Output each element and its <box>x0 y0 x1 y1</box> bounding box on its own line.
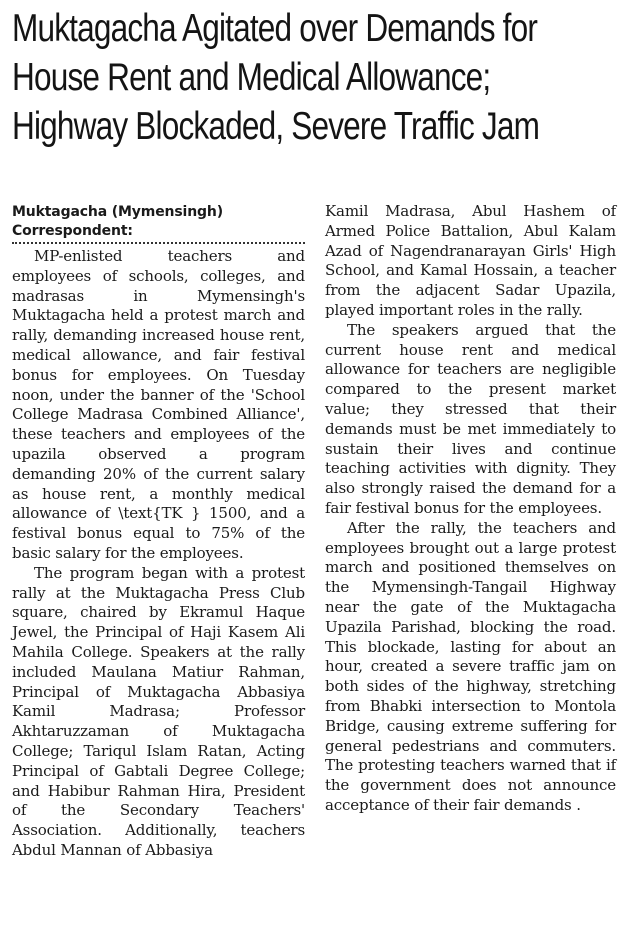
headline-line-2: House Rent and Medical Allowance; <box>12 56 491 99</box>
paragraph-2: The program began with a protest rally at the Muktagacha Press Club square, chaired by Ekramul Haque Jewel, the Principal of Haji Kasem Ali Mahila College. Speakers at the rally included Maulana Matiur Rahman, Principal of Muktagacha Abbasiya Kamil Madrasa; Professor Akhtaruzzaman of Muktagacha College; Tariqul Islam Ratan, Acting Principal of Gabtali Degree College; and Habibur Rahman Hira, President of the Secondary Teachers' Association. Additionally, teachers Abdul Mannan of Abbasiya <box>12 563 305 859</box>
byline <box>12 203 305 241</box>
byline-divider <box>12 242 305 244</box>
left-column <box>12 203 305 861</box>
paragraph-3: The speakers argued that the current house rent and medical allowance for teachers are negligible compared to the present market value; they stressed that their demands must be met immediately to sustain their lives and continue teaching activities with dignity. They also strongly raised the demand for a fair festival bonus for the employees. <box>325 320 616 517</box>
paragraph-2-continued: Kamil Madrasa, Abul Hashem of Armed Police Battalion, Abul Kalam Azad of Nagendranarayan Girls' High School, and Kamal Hossain, a teacher from the adjacent Sadar Upazila, played important roles in the rally. <box>325 202 616 319</box>
headline-line-3: Highway Blockaded, Severe Traffic Jam <box>12 105 540 148</box>
byline-role: Correspondent: <box>12 223 133 239</box>
byline-place: Muktagacha (Mymensingh) <box>12 204 223 220</box>
paragraph-1: MP-enlisted teachers and employees of schools, colleges, and madrasas in Mymensingh's Muktagacha held a protest march and rally, demanding increased house rent, medical allowance, and fair festival bonus for employees. On Tuesday noon, under the banner of the 'School College Madrasa Combined Alliance', these teachers and employees of the upazila observed a program demanding 20% of the current salary as house rent, a monthly medical allowance of \text{TK } 1500, and a festival bonus equal to 75% of the basic salary for the employees. <box>12 247 305 562</box>
paragraph-4: After the rally, the teachers and employees brought out a large protest march and positioned themselves on the Mymensingh-Tangail Highway near the gate of the Muktagacha Upazila Parishad, blocking the road. This blockade, lasting for about an hour, created a severe traffic jam on both sides of the highway, stretching from Bhabki intersection to Montola Bridge, causing extreme suffering for general pedestrians and commuters. The protesting teachers warned that if the government does not announce acceptance of their fair demands . <box>325 518 616 814</box>
right-column <box>325 202 616 816</box>
headline <box>12 4 540 151</box>
headline-line-1: Muktagacha Agitated over Demands for <box>12 7 538 50</box>
